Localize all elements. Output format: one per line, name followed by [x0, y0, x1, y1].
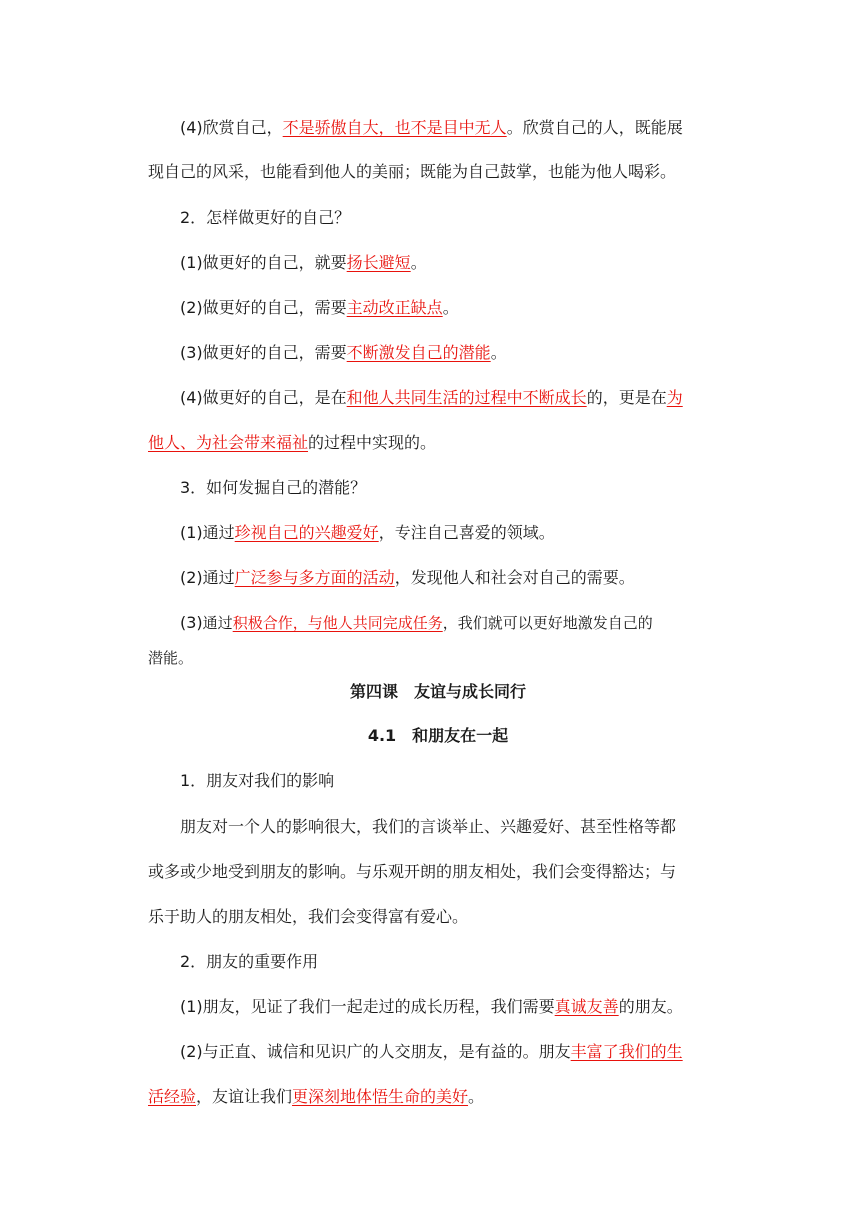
- text: (3): [180, 613, 203, 632]
- text: (2)做更好的自己，需要: [180, 298, 347, 317]
- highlight-answer: 积极合作，与他人共同完成任务: [232, 614, 443, 632]
- text: (1)朋友，见证了我们一起走过的成长历程，我们需要: [180, 997, 555, 1016]
- lesson-title: 第四课 友谊与成长同行: [349, 682, 526, 701]
- paragraph-line: 朋友对一个人的影响很大，我们的言谈举止、兴趣爱好、甚至性格等都: [180, 817, 677, 836]
- heading-friend-influence: 1．朋友对我们的影响: [180, 771, 335, 790]
- text: ，我们就可以更好地激发自己的: [442, 614, 653, 632]
- item-4-continued: [148, 432, 728, 454]
- item-2: [148, 567, 760, 589]
- text: (2)与正直、诚信和见识广的人交朋友，是有益的。朋友: [180, 1042, 571, 1061]
- item-3: [148, 342, 760, 364]
- heading-better-self: 2．怎样做更好的自己？: [180, 208, 351, 227]
- text: ，友谊让我们: [196, 1087, 293, 1106]
- highlight-answer: 珍视自己的兴趣爱好: [234, 523, 379, 542]
- item-3: [148, 612, 760, 634]
- text: 。: [490, 343, 507, 362]
- heading-potential: 3．如何发掘自己的潜能？: [180, 478, 367, 497]
- item-2-continued: [148, 1086, 728, 1108]
- item-2: [148, 1041, 760, 1063]
- text: (1)做更好的自己，就要: [180, 253, 347, 272]
- text: 。: [442, 298, 459, 317]
- paragraph-line: 现自己的风采，也能看到他人的美丽；既能为自己鼓掌，也能为他人喝彩。: [148, 162, 677, 181]
- highlight-answer: 不是骄傲自大，也不是目中无人: [282, 118, 507, 137]
- text: (1)通过: [180, 523, 235, 542]
- item-2: [148, 297, 760, 319]
- highlight-answer: 为: [666, 388, 683, 407]
- item-1: [148, 522, 760, 544]
- heading-friend-role: 2．朋友的重要作用: [180, 952, 319, 971]
- highlight-answer: 丰富了我们的生: [570, 1042, 683, 1061]
- text: 通过: [202, 614, 233, 632]
- text: ，发现他人和社会对自己的需要。: [394, 568, 635, 587]
- text: 。欣赏自己的人，既能展: [506, 118, 683, 137]
- text: ，专注自己喜爱的领域。: [378, 523, 555, 542]
- text: (2)通过: [180, 568, 235, 587]
- text: (4)做更好的自己，是在: [180, 388, 347, 407]
- text: 的朋友。: [618, 997, 683, 1016]
- item-1: [148, 252, 760, 274]
- highlight-answer: 活经验: [148, 1087, 197, 1106]
- text: 。: [410, 253, 427, 272]
- text: (3)做更好的自己，需要: [180, 343, 347, 362]
- highlight-answer: 和他人共同生活的过程中不断成长: [346, 388, 587, 407]
- paragraph-line: 乐于助人的朋友相处，我们会变得富有爱心。: [148, 907, 469, 926]
- item-4: [148, 387, 760, 409]
- paragraph-appreciate-self: [148, 117, 760, 139]
- highlight-answer: 他人、为社会带来福祉: [148, 433, 309, 452]
- text: 。: [468, 1087, 485, 1106]
- highlight-answer: 主动改正缺点: [346, 298, 443, 317]
- highlight-answer: 广泛参与多方面的活动: [234, 568, 395, 587]
- highlight-answer: 不断激发自己的潜能: [346, 343, 491, 362]
- highlight-answer: 真诚友善: [554, 997, 619, 1016]
- text: 的过程中实现的。: [308, 433, 437, 452]
- item-3-continued: 潜能。: [148, 649, 194, 667]
- highlight-answer: 更深刻地体悟生命的美好: [292, 1087, 469, 1106]
- section-title: 4.1 和朋友在一起: [367, 726, 509, 745]
- highlight-answer: 扬长避短: [346, 253, 411, 272]
- text: (4)欣赏自己，: [180, 118, 283, 137]
- text: 的，更是在: [586, 388, 667, 407]
- item-1: [148, 996, 760, 1018]
- paragraph-line: 或多或少地受到朋友的影响。与乐观开朗的朋友相处，我们会变得豁达；与: [148, 862, 677, 881]
